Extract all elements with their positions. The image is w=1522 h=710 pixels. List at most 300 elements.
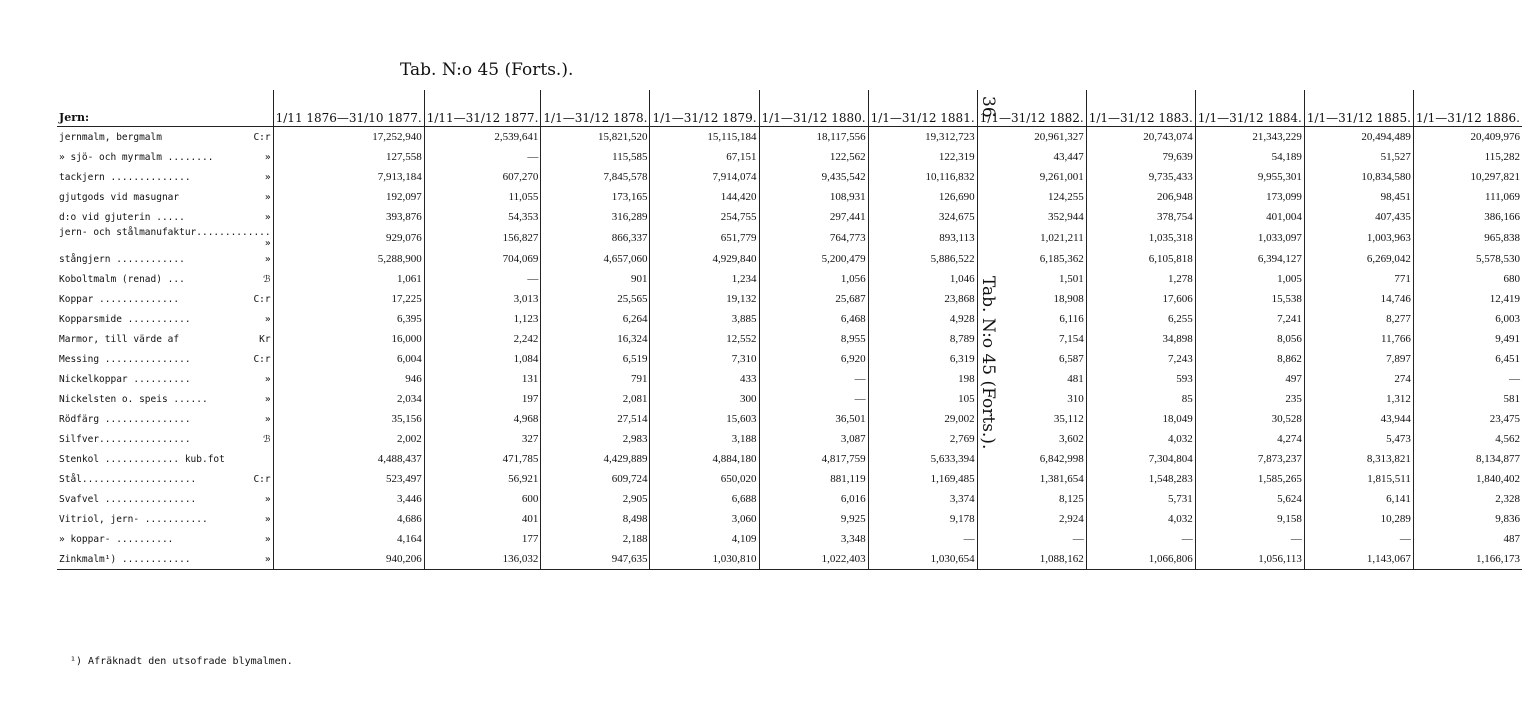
row-label-text: jern- och stålmanufaktur............. [59,227,271,238]
table-cell: — [1413,369,1522,389]
table-cell: 7,897 [1304,349,1413,369]
table-cell: 16,324 [541,329,650,349]
table-cell: 481 [977,369,1086,389]
table-cell: 893,113 [868,227,977,249]
table-cell: 1,278 [1086,269,1195,289]
table-cell: 18,049 [1086,409,1195,429]
table-row [57,187,1522,207]
row-label-text: Svafvel ................ [59,493,197,505]
table-cell: 433 [650,369,759,389]
row-unit: » [264,238,271,249]
table-cell: 173,165 [541,187,650,207]
table-cell: 25,687 [759,289,868,309]
table-cell: 3,013 [424,289,541,309]
row-unit: » [264,211,271,223]
table-cell: 1,066,806 [1086,549,1195,570]
table-cell: 14,746 [1304,289,1413,309]
table-row [57,469,1522,489]
table-cell: 17,225 [273,289,424,309]
row-label [57,509,273,529]
table-cell: 8,955 [759,329,868,349]
table-cell: 7,914,074 [650,167,759,187]
table-cell: 6,016 [759,489,868,509]
table-cell: 1,056,113 [1195,549,1304,570]
table-cell: 6,587 [977,349,1086,369]
table-row [57,549,1522,570]
table-cell: 111,069 [1413,187,1522,207]
table-cell: 607,270 [424,167,541,187]
table-cell: 1,035,318 [1086,227,1195,249]
table-cell: 11,766 [1304,329,1413,349]
table-cell: 650,020 [650,469,759,489]
table-cell: 1,030,810 [650,549,759,570]
section-label: Jern: [59,111,90,124]
period-header: 1/1—31/12 1880. [759,90,868,127]
table-cell: 4,817,759 [759,449,868,469]
table-cell: 17,606 [1086,289,1195,309]
table-cell: — [759,389,868,409]
table-cell: 122,319 [868,147,977,167]
table-cell: 131 [424,369,541,389]
table-cell: 6,116 [977,309,1086,329]
table-cell: 704,069 [424,249,541,269]
table-row [57,167,1522,187]
table-cell: 5,633,394 [868,449,977,469]
side-title: Tab. N:o 45 (Forts.). [978,276,998,450]
table-cell: 1,003,963 [1304,227,1413,249]
table-cell: 206,948 [1086,187,1195,207]
table-cell: 680 [1413,269,1522,289]
table-cell: 4,928 [868,309,977,329]
page-number: 36 [978,96,998,118]
table-cell: 17,252,940 [273,127,424,148]
row-label-text: Nickelsten o. speis ...... [59,393,208,405]
table-cell: 401 [424,509,541,529]
table-cell: 4,032 [1086,509,1195,529]
table-row [57,127,1522,148]
table-cell: 11,055 [424,187,541,207]
table-cell: 4,884,180 [650,449,759,469]
table-cell: 1,548,283 [1086,469,1195,489]
table-cell: 600 [424,489,541,509]
table-cell: 115,282 [1413,147,1522,167]
table-cell: 4,562 [1413,429,1522,449]
table-cell: 2,188 [541,529,650,549]
table-cell: 965,838 [1413,227,1522,249]
table-cell: 12,552 [650,329,759,349]
table-cell: 9,158 [1195,509,1304,529]
table-cell: 3,060 [650,509,759,529]
row-label [57,187,273,207]
table-cell: — [424,269,541,289]
table-cell: 7,241 [1195,309,1304,329]
row-label [57,409,273,429]
table-cell: 10,297,821 [1413,167,1522,187]
table-cell: 29,002 [868,409,977,429]
table-cell: 105 [868,389,977,409]
row-label [57,529,273,549]
table-cell: 127,558 [273,147,424,167]
table-cell: 34,898 [1086,329,1195,349]
table-cell: — [1195,529,1304,549]
table-cell: 327 [424,429,541,449]
table-cell: 144,420 [650,187,759,207]
table-row [57,289,1522,309]
table-cell: 15,115,184 [650,127,759,148]
table-cell: 21,343,229 [1195,127,1304,148]
table-cell: 124,255 [977,187,1086,207]
table-cell: 3,885 [650,309,759,329]
table-row [57,489,1522,509]
row-label-text: tackjern .............. [59,171,191,183]
table-cell: 2,081 [541,389,650,409]
table-cell: 1,084 [424,349,541,369]
row-label-text: Nickelkoppar .......... [59,373,191,385]
row-label [57,369,273,389]
row-label [57,389,273,409]
table-row [57,529,1522,549]
row-label-text: Koppar .............. [59,293,180,305]
table-cell: 378,754 [1086,207,1195,227]
table-cell: 4,032 [1086,429,1195,449]
table-cell: 3,087 [759,429,868,449]
table-cell: 1,501 [977,269,1086,289]
table-cell: 1,234 [650,269,759,289]
period-header: 1/1—31/12 1885. [1304,90,1413,127]
table-cell: 2,002 [273,429,424,449]
row-label-text: Zinkmalm¹) ............ [59,553,191,565]
table-cell: 4,488,437 [273,449,424,469]
row-label-text: Marmor, till värde af [59,333,180,345]
table-cell: 881,119 [759,469,868,489]
table-cell: 9,836 [1413,509,1522,529]
table-cell: 23,868 [868,289,977,309]
statistics-table [57,90,1522,570]
table-cell: 3,348 [759,529,868,549]
table-cell: 3,374 [868,489,977,509]
table-cell: 2,983 [541,429,650,449]
table-cell: 1,005 [1195,269,1304,289]
table-cell: 79,639 [1086,147,1195,167]
table-cell: 866,337 [541,227,650,249]
table-cell: 198 [868,369,977,389]
period-header: 1/1—31/12 1878. [541,90,650,127]
table-cell: 51,527 [1304,147,1413,167]
table-cell: 1,030,654 [868,549,977,570]
table-cell: 1,022,403 [759,549,868,570]
table-cell: 1,815,511 [1304,469,1413,489]
table-cell: 2,924 [977,509,1086,529]
table-cell: 5,731 [1086,489,1195,509]
table-row [57,429,1522,449]
table-cell: 487 [1413,529,1522,549]
table-cell: 2,242 [424,329,541,349]
table-cell: 1,166,173 [1413,549,1522,570]
row-label [57,489,273,509]
table-cell: 1,381,654 [977,469,1086,489]
row-label-text: Koboltmalm (renad) ... [59,273,185,285]
table-cell: 173,099 [1195,187,1304,207]
table-cell: 20,743,074 [1086,127,1195,148]
table-cell: 7,154 [977,329,1086,349]
table-cell: 20,409,976 [1413,127,1522,148]
row-label-text: Kopparsmide ........... [59,313,191,325]
table-cell: 393,876 [273,207,424,227]
table-cell: 1,123 [424,309,541,329]
period-header: 1/1—31/12 1883. [1086,90,1195,127]
row-unit: ℬ [263,273,271,285]
table-cell: 316,289 [541,207,650,227]
table-cell: 5,473 [1304,429,1413,449]
table-cell: 43,447 [977,147,1086,167]
table-cell: 10,289 [1304,509,1413,529]
table-cell: 946 [273,369,424,389]
table-cell: 1,840,402 [1413,469,1522,489]
table-cell: 9,491 [1413,329,1522,349]
table-cell: 1,056 [759,269,868,289]
table-cell: 352,944 [977,207,1086,227]
table-cell: 1,033,097 [1195,227,1304,249]
row-label [57,329,273,349]
row-unit: » [264,151,271,163]
table-cell: 8,277 [1304,309,1413,329]
table-cell: 19,132 [650,289,759,309]
table-cell: 3,188 [650,429,759,449]
table-cell: 7,913,184 [273,167,424,187]
table-row [57,449,1522,469]
table-cell: 6,468 [759,309,868,329]
table-cell: 651,779 [650,227,759,249]
table-cell: 6,004 [273,349,424,369]
row-unit: » [264,553,271,565]
table-cell: 235 [1195,389,1304,409]
row-unit: » [264,171,271,183]
table-cell: 9,955,301 [1195,167,1304,187]
table-cell: 9,925 [759,509,868,529]
row-label-text: Stenkol ............. kub.fot [59,453,225,465]
table-cell: 9,435,542 [759,167,868,187]
table-cell: 5,578,530 [1413,249,1522,269]
row-label-text: d:o vid gjuterin ..... [59,211,185,223]
row-label [57,449,273,469]
row-unit: C:r [253,293,271,305]
table-row [57,409,1522,429]
table-cell: 2,905 [541,489,650,509]
row-label-text: gjutgods vid masugnar [59,191,180,203]
table-cell: 929,076 [273,227,424,249]
table-cell: 764,773 [759,227,868,249]
table-cell: 8,134,877 [1413,449,1522,469]
table-cell: 1,169,485 [868,469,977,489]
table-cell: 43,944 [1304,409,1413,429]
table-cell: 6,105,818 [1086,249,1195,269]
table-cell: — [977,529,1086,549]
row-unit: » [264,373,271,385]
table-row [57,309,1522,329]
table-cell: 9,735,433 [1086,167,1195,187]
table-row [57,227,1522,249]
table-cell: 15,538 [1195,289,1304,309]
period-header: 1/1—31/12 1879. [650,90,759,127]
table-cell: 18,117,556 [759,127,868,148]
table-cell: 1,046 [868,269,977,289]
table-cell: 6,255 [1086,309,1195,329]
table-cell: 2,769 [868,429,977,449]
table-cell: 6,264 [541,309,650,329]
row-unit: ℬ [263,433,271,445]
table-cell: 791 [541,369,650,389]
table-cell: 156,827 [424,227,541,249]
table-cell: 4,657,060 [541,249,650,269]
table-cell: 1,585,265 [1195,469,1304,489]
table-cell: 4,164 [273,529,424,549]
table-cell: 6,519 [541,349,650,369]
row-label [57,309,273,329]
table-cell: 122,562 [759,147,868,167]
row-unit: Kr [259,333,271,345]
table-cell: 1,088,162 [977,549,1086,570]
table-cell: 1,061 [273,269,424,289]
table-cell: — [868,529,977,549]
table-cell: 4,968 [424,409,541,429]
table-cell: 54,189 [1195,147,1304,167]
row-unit: » [264,513,271,525]
table-cell: 10,834,580 [1304,167,1413,187]
table-cell: 2,539,641 [424,127,541,148]
period-header: 1/1—31/12 1882. [977,90,1086,127]
row-label [57,549,273,570]
table-cell: 6,688 [650,489,759,509]
table-cell: 6,842,998 [977,449,1086,469]
table-cell: 3,602 [977,429,1086,449]
table-cell: 7,845,578 [541,167,650,187]
row-label-text: Messing ............... [59,353,191,365]
table-row [57,329,1522,349]
table-cell: — [424,147,541,167]
table-cell: 9,261,001 [977,167,1086,187]
table-cell: 6,395 [273,309,424,329]
period-header: 1/1—31/12 1881. [868,90,977,127]
header-row [57,90,1522,127]
row-unit: C:r [253,473,271,485]
table-cell: 12,419 [1413,289,1522,309]
table-row [57,509,1522,529]
table-cell: 7,304,804 [1086,449,1195,469]
table-cell: 67,151 [650,147,759,167]
row-label [57,167,273,187]
table-cell: 25,565 [541,289,650,309]
table-cell: 4,274 [1195,429,1304,449]
table-row [57,249,1522,269]
table-body [57,127,1522,570]
table-cell: 20,494,489 [1304,127,1413,148]
table-cell: 126,690 [868,187,977,207]
table-cell: 497 [1195,369,1304,389]
table-row [57,369,1522,389]
row-label [57,147,273,167]
table-cell: 4,686 [273,509,424,529]
table-cell: 1,143,067 [1304,549,1413,570]
table-cell: 10,116,832 [868,167,977,187]
table-cell: 15,603 [650,409,759,429]
row-label-text: jernmalm, bergmalm [59,131,162,143]
table-cell: 8,125 [977,489,1086,509]
table-cell: 901 [541,269,650,289]
table-row [57,269,1522,289]
table-cell: 6,394,127 [1195,249,1304,269]
table-cell: 30,528 [1195,409,1304,429]
table-cell: 1,312 [1304,389,1413,409]
table-row [57,207,1522,227]
table-cell: 254,755 [650,207,759,227]
row-label-text: » sjö- och myrmalm ........ [59,151,214,163]
table-cell: 581 [1413,389,1522,409]
table-cell: 471,785 [424,449,541,469]
table-cell: 56,921 [424,469,541,489]
table-cell: 7,310 [650,349,759,369]
row-label [57,289,273,309]
row-label-text: Vitriol, jern- ........... [59,513,208,525]
row-unit: » [264,493,271,505]
page-title: Tab. N:o 45 (Forts.). [400,60,574,80]
table-cell: 947,635 [541,549,650,570]
row-unit: » [264,253,271,265]
table-cell: 7,873,237 [1195,449,1304,469]
row-unit: » [264,191,271,203]
table-cell: 8,789 [868,329,977,349]
row-label-text: Silfver................ [59,433,191,445]
table-cell: 609,724 [541,469,650,489]
period-header: 1/1—31/12 1886. [1413,90,1522,127]
row-unit: » [264,413,271,425]
table-cell: 9,178 [868,509,977,529]
table-cell: 940,206 [273,549,424,570]
table-row [57,147,1522,167]
row-label [57,349,273,369]
row-unit: » [264,533,271,545]
table-cell: 523,497 [273,469,424,489]
table-cell: 7,243 [1086,349,1195,369]
row-label [57,269,273,289]
table-cell: 4,929,840 [650,249,759,269]
footnote: ¹) Afräknadt den utsofrade blymalmen. [70,656,293,667]
table-cell: — [1086,529,1195,549]
table-cell: 19,312,723 [868,127,977,148]
table-cell: 8,498 [541,509,650,529]
period-header: 1/11—31/12 1877. [424,90,541,127]
table-cell: 4,109 [650,529,759,549]
table-cell: 6,451 [1413,349,1522,369]
table-cell: 136,032 [424,549,541,570]
table-cell: 5,200,479 [759,249,868,269]
table-cell: 324,675 [868,207,977,227]
table-cell: 8,862 [1195,349,1304,369]
table-cell: 297,441 [759,207,868,227]
period-header: 1/1—31/12 1884. [1195,90,1304,127]
table-cell: 401,004 [1195,207,1304,227]
row-label-text: stångjern ............ [59,253,185,265]
table-cell: 5,288,900 [273,249,424,269]
table-cell: 386,166 [1413,207,1522,227]
row-unit: » [264,393,271,405]
table-cell: 6,003 [1413,309,1522,329]
table-cell: 192,097 [273,187,424,207]
row-label [57,127,273,148]
table-cell: 5,886,522 [868,249,977,269]
table-cell: 6,920 [759,349,868,369]
table-cell: 2,034 [273,389,424,409]
period-header: 1/11 1876—31/10 1877. [273,90,424,127]
